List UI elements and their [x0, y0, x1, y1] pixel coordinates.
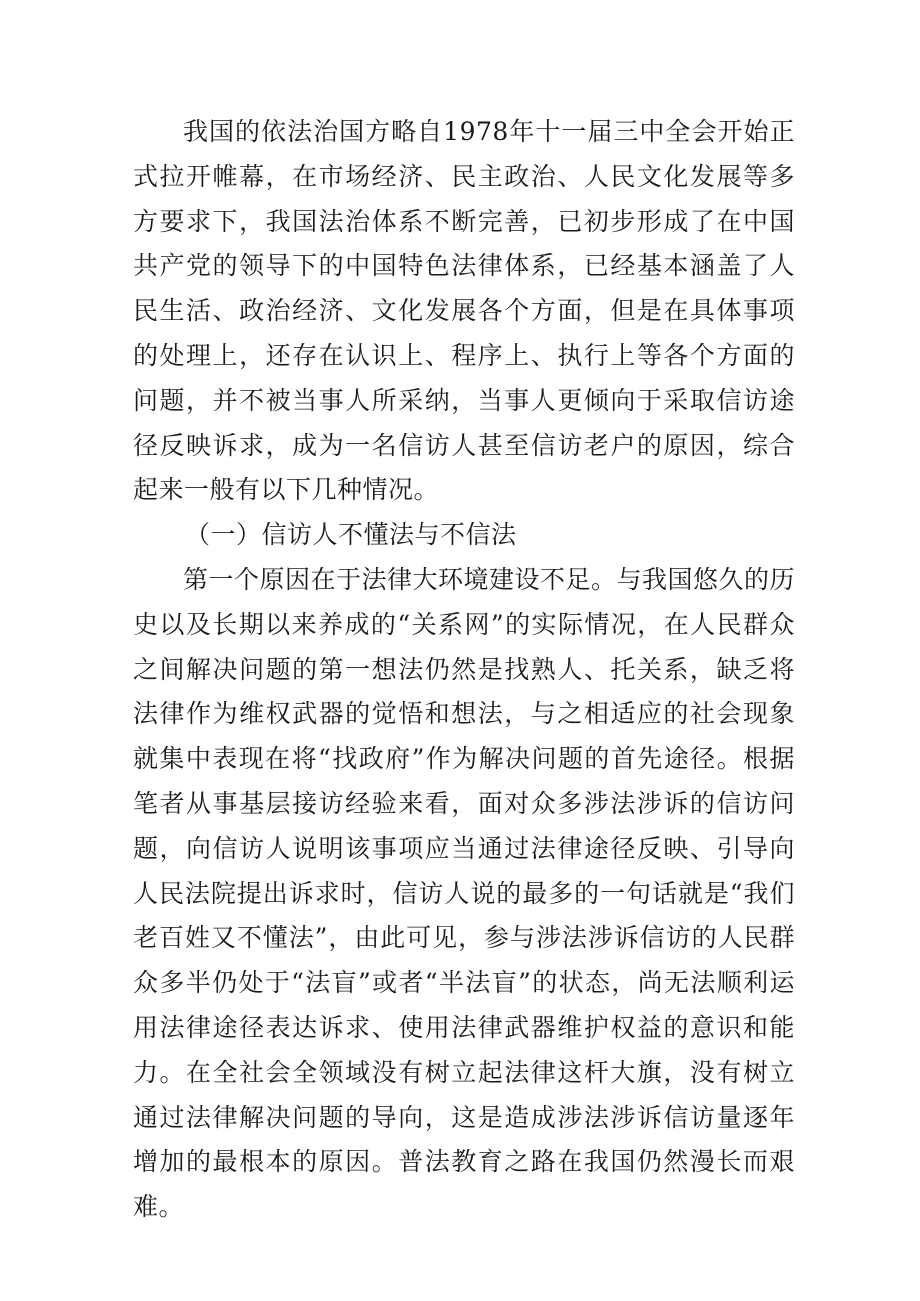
paragraph-intro: 我国的依法治国方略自1978年十一届三中全会开始正式拉开帷幕，在市场经济、民主政治、人民文化发展等多方要求下，我国法治体系不断完善，已初步形成了在中国共产党的领导下的中国特色法律体系，已经基本涵盖了人民生活、政治经济、文化发展各个方面，但是在具体事项的处理上，还存在认识上、程序上、执行上等各个方面的问题，并不被当事人所采纳，当事人更倾向于采取信访途径反映诉求，成为一名信访人甚至信访老户的原因，综合起来一般有以下几种情况。	[133, 117, 795, 505]
document-body	[133, 110, 795, 1230]
section-heading: （一）信访人不懂法与不信法	[185, 520, 517, 550]
paragraph-section-1: 第一个原因在于法律大环境建设不足。与我国悠久的历史以及长期以来养成的“关系网”的实际情况，在人民群众之间解决问题的第一想法仍然是找熟人、托关系，缺乏将法律作为维权武器的觉悟和想法，与之相适应的社会现象就集中表现在将“找政府”作为解决问题的首先途径。根据笔者从事基层接访经验来看，面对众多涉法涉诉的信访问题，向信访人说明该事项应当通过法律途径反映、引导向人民法院提出诉求时，信访人说的最多的一句话就是“我们老百姓又不懂法”，由此可见，参与涉法涉诉信访的人民群众多半仍处于“法盲”或者“半法盲”的状态，尚无法顺利运用法律途径表达诉求、使用法律武器维护权益的意识和能力。在全社会全领域没有树立起法律这杆大旗，没有树立通过法律解决问题的导向，这是造成涉法涉诉信访量逐年增加的最根本的原因。普法教育之路在我国仍然漫长而艰难。	[133, 564, 796, 1222]
